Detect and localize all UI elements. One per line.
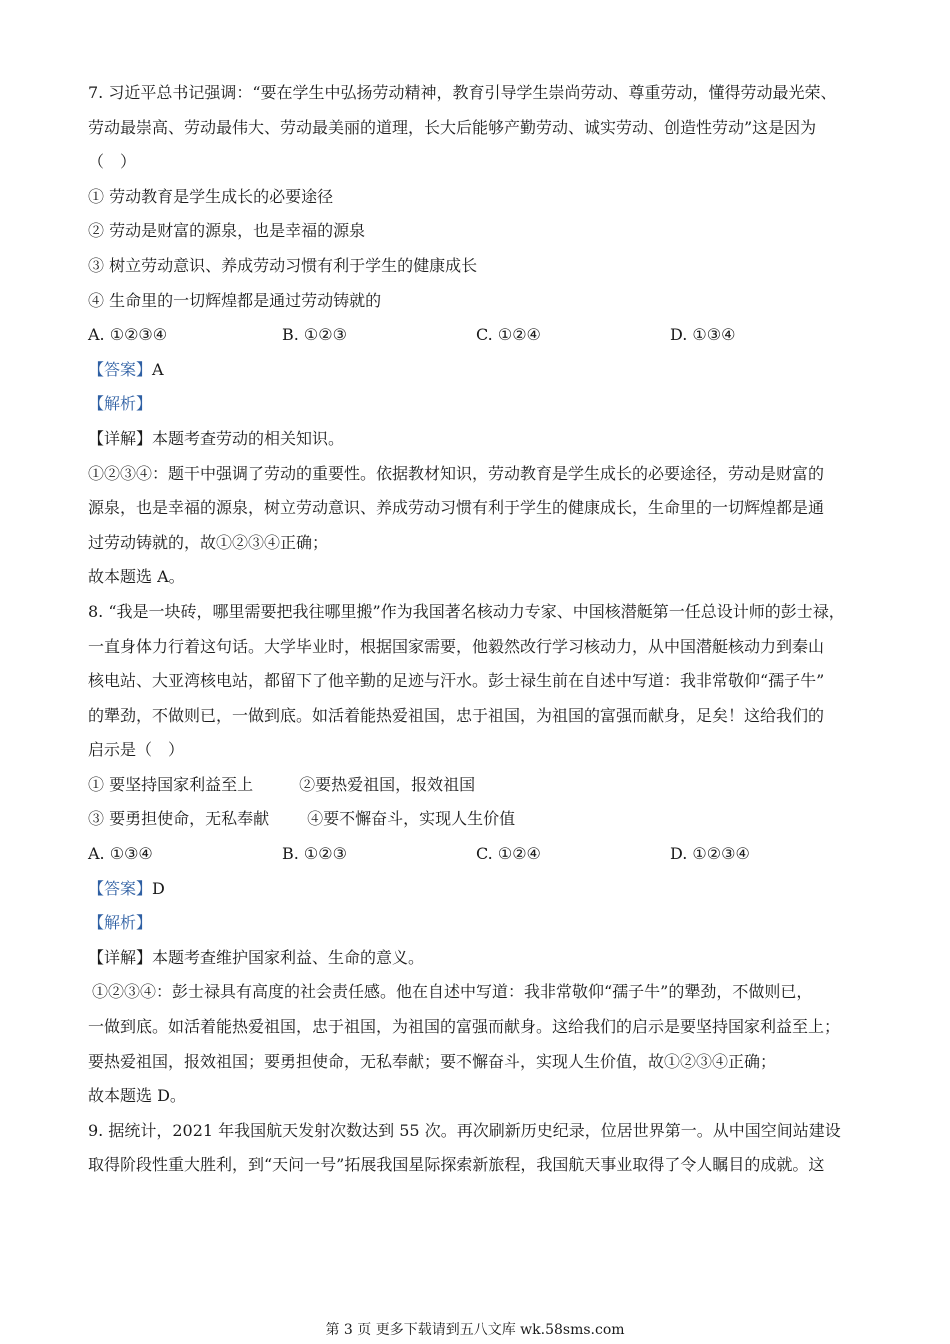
q8-option-a: A. ①③④: [88, 844, 153, 864]
q7-analysis: [88, 387, 868, 422]
q7-item-3: ③ 树立劳动意识、养成劳动习惯有利于学生的健康成长: [88, 255, 478, 275]
q8-items-row-2: [88, 802, 868, 837]
q8-stem-line-3: 核电站、大亚湾核电站，都留下了他辛勤的足迹与汗水。彭士禄生前在自述中写道：我非常敬仰“孺子牛”: [88, 671, 825, 691]
q7-explain-1: ①②③④：题干中强调了劳动的重要性。依据教材知识，劳动教育是学生成长的必要途径，劳动是财富的: [88, 463, 825, 483]
q7-explain-3: 过劳动铸就的，故①②③④正确；: [88, 532, 329, 552]
q8-answer: [88, 872, 868, 907]
q7-item-1: ① 劳动教育是学生成长的必要途径: [88, 186, 334, 206]
detail-text: 本题考查劳动的相关知识。: [152, 428, 345, 448]
q7-option-b: B. ①②③: [282, 325, 347, 345]
answer-tag: 【答案】: [88, 878, 153, 898]
q8-items-row-1: [88, 768, 868, 803]
q8-options: [88, 837, 868, 872]
q8-option-d: D. ①②③④: [670, 844, 750, 864]
q8-detail: [88, 941, 868, 976]
q8-stem-line-5: 启示是（ ）: [88, 740, 185, 760]
q7-option-a: A. ①②③④: [88, 325, 168, 345]
q8-explain-3: 要热爱祖国，报效祖国；要勇担使命，无私奉献；要不懈奋斗，实现人生价值，故①②③④正确；: [88, 1051, 777, 1071]
answer-value: A: [152, 359, 164, 379]
q7-options: [88, 318, 868, 353]
q8-item-3: ③ 要勇担使命，无私奉献: [88, 809, 270, 829]
q7-stem-line-2: 劳动最崇高、劳动最伟大、劳动最美丽的道理，长大后能够产勤劳动、诚实劳动、创造性劳动”这是因为: [88, 117, 817, 137]
detail-tag: 【详解】: [88, 428, 153, 448]
q8-stem-line-4: 的犟劲，不做则已，一做到底。如活着能热爱祖国，忠于祖国，为祖国的富强而献身，足矣！这给我们的: [88, 705, 825, 725]
q7-stem-line-3: （ ）: [88, 152, 137, 172]
q7-answer: [88, 353, 868, 388]
answer-value: D: [152, 878, 165, 898]
q8-stem-line-2: 一直身体力行着这句话。大学毕业时，根据国家需要，他毅然改行学习核动力，从中国潜艇核动力到秦山: [88, 636, 825, 656]
q7-detail: [88, 422, 868, 457]
q7-item-2: ② 劳动是财富的源泉，也是幸福的源泉: [88, 221, 366, 241]
question-page: [88, 76, 868, 1183]
q7-explain-4: 故本题选 A。: [88, 567, 185, 587]
q8-item-4: ④要不懈奋斗，实现人生价值: [307, 809, 516, 829]
q7-explain-2: 源泉，也是幸福的源泉，树立劳动意识、养成劳动习惯有利于学生的健康成长，生命里的一切辉煌都是通: [88, 498, 825, 518]
q8-stem-line-1: 8. “我是一块砖，哪里需要把我往哪里搬”作为我国著名核动力专家、中国核潜艇第一任总设计师的彭士禄，: [88, 601, 845, 621]
q8-option-b: B. ①②③: [282, 844, 347, 864]
q7-item-4: ④ 生命里的一切辉煌都是通过劳动铸就的: [88, 290, 382, 310]
q8-analysis: [88, 906, 868, 941]
analysis-tag: 【解析】: [88, 394, 153, 414]
q8-explain-2: 一做到底。如活着能热爱祖国，忠于祖国，为祖国的富强而献身。这给我们的启示是要坚持国家利益至上；: [88, 1017, 841, 1037]
q8-option-c: C. ①②④: [476, 844, 541, 864]
page-footer: 第 3 页 更多下载请到五八文库 wk.58sms.com: [325, 1322, 625, 1338]
detail-text: 本题考查维护国家利益、生命的意义。: [152, 947, 425, 967]
q7-stem-line-1: 7. 习近平总书记强调：“要在学生中弘扬劳动精神，教育引导学生崇尚劳动、尊重劳动，懂得劳动最光荣、: [88, 83, 837, 102]
q9-stem-line-2: 取得阶段性重大胜利，到“天问一号”拓展我国星际探索新旅程，我国航天事业取得了令人瞩目的成就。这: [88, 1155, 825, 1175]
q9-stem-line-1: 9. 据统计，2021 年我国航天发射次数达到 55 次。再次刷新历史纪录，位居世界第一。从中国空间站建设: [88, 1120, 841, 1140]
q7-option-d: D. ①③④: [670, 325, 736, 345]
detail-tag: 【详解】: [88, 947, 153, 967]
q8-item-2: ②要热爱祖国，报效祖国: [299, 774, 476, 794]
q7-option-c: C. ①②④: [476, 325, 541, 345]
answer-tag: 【答案】: [88, 359, 153, 379]
q8-explain-4: 故本题选 D。: [88, 1086, 186, 1106]
analysis-tag: 【解析】: [88, 913, 153, 933]
q8-explain-1: ①②③④：彭士禄具有高度的社会责任感。他在自述中写道：我非常敬仰“孺子牛”的犟劲，不做则已，: [92, 982, 813, 1002]
q8-item-1: ① 要坚持国家利益至上: [88, 774, 254, 794]
